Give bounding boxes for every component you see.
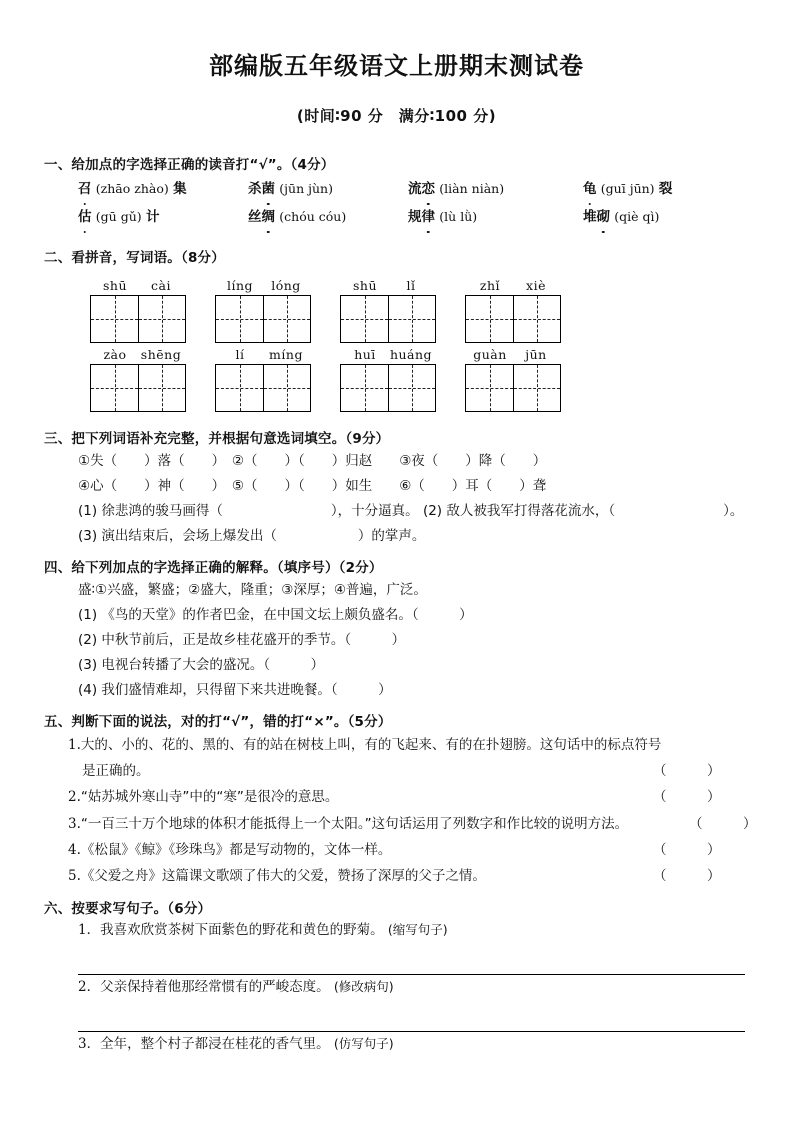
writing-grid-row (44, 278, 749, 343)
pinyin-syllable: shū (102, 278, 128, 294)
pinyin-label (340, 347, 436, 362)
tianzi-cell[interactable] (263, 365, 310, 411)
pinyin-choice-row (78, 203, 749, 231)
pinyin-syllable: míng (269, 347, 303, 363)
pinyin-label (215, 278, 311, 293)
judgment-statement-continuation[interactable] (68, 758, 749, 784)
pinyin-choice-item[interactable] (78, 175, 248, 203)
pinyin-options[interactable]: (qiè qì) (614, 209, 660, 225)
section-three-body (44, 449, 749, 549)
question-note: (缩写句子) (387, 922, 448, 938)
dotted-char: 估 (78, 203, 92, 231)
judgment-statement[interactable] (68, 837, 749, 863)
tianzi-grid[interactable] (90, 295, 186, 343)
char-suffix: 计 (145, 209, 160, 226)
pinyin-options[interactable]: (liàn niàn) (439, 180, 505, 196)
statement-body: 大的、小的、花的、黑的、有的站在树枝上叫，有的飞起来、有的在扑翅膀。这句话中的标点符号 (80, 736, 662, 753)
idiom-row[interactable]: ④心（ ）神（ ） ⑤（ ）（ ）如生 ⑥（ ）耳（ ）聋 (78, 478, 547, 495)
tianzi-cell[interactable] (138, 296, 185, 342)
answer-write-line[interactable] (78, 944, 745, 975)
tianzi-grid[interactable] (340, 364, 436, 412)
answer-bracket[interactable]: （ ） (653, 762, 721, 779)
dotted-char: 砌 (597, 203, 611, 231)
pinyin-label (465, 347, 561, 362)
section-five-heading: 五、判断下面的说法，对的打“√”，错的打“×”。（5分） (44, 713, 392, 730)
pinyin-choice-item[interactable] (78, 203, 248, 231)
fill-in-line[interactable]: (3) 演出结束后，会场上爆发出（ ）的掌声。 (78, 528, 426, 545)
judgment-statement[interactable] (68, 732, 749, 758)
pinyin-choice-row (78, 175, 749, 203)
tianzi-cell[interactable] (388, 365, 435, 411)
dotted-char: 召 (78, 175, 92, 203)
writing-grid-group (90, 278, 215, 343)
tianzi-grid[interactable] (465, 295, 561, 343)
statement-number: 4. (68, 841, 81, 858)
section-four-body (44, 578, 749, 703)
judgment-statement[interactable] (68, 811, 757, 837)
pinyin-choice-item[interactable] (408, 203, 583, 231)
section-one-body (44, 175, 749, 232)
page-title: 部编版五年级语文上册期末测试卷 (209, 52, 584, 80)
question-note: (修改病句) (333, 979, 394, 995)
tianzi-cell[interactable] (263, 296, 310, 342)
char-prefix: 杀 (248, 180, 262, 197)
tianzi-cell[interactable] (341, 365, 388, 411)
pinyin-syllable: xiè (526, 278, 546, 294)
judgment-statement[interactable] (68, 863, 749, 889)
pinyin-choice-item[interactable] (408, 175, 583, 203)
section-six-body (44, 1032, 749, 1058)
sentence-question (78, 975, 749, 1001)
answer-bracket[interactable]: （ ） (653, 841, 721, 858)
pinyin-choice-item[interactable] (248, 175, 408, 203)
statement-body: “一百三十万个地球的体积才能抵得上一个太阳。”这句话运用了列数字和作比较的说明方法。 (80, 815, 629, 832)
judgment-statement[interactable] (68, 784, 749, 810)
sentence-question (78, 1032, 749, 1058)
pinyin-syllable: zào (103, 347, 127, 363)
definition-question[interactable]: (2) 中秋节前后，正是故乡桂花盛开的季节。（ ） (78, 631, 406, 648)
pinyin-syllable: zhǐ (479, 278, 501, 294)
section-one-heading: 一、给加点的字选择正确的读音打“√”。（4分） (44, 156, 335, 173)
pinyin-options[interactable]: (jūn jùn) (279, 180, 333, 196)
answer-bracket[interactable]: （ ） (689, 815, 757, 832)
statement-body: 《松鼠》《鲸》《珍珠鸟》都是写动物的，文体一样。 (80, 841, 392, 858)
writing-grid-group (215, 278, 340, 343)
section-six (44, 900, 749, 1058)
sentence-question (78, 918, 749, 944)
pinyin-options[interactable]: (gū gǔ) (95, 209, 142, 225)
dotted-char: 律 (422, 203, 436, 231)
pinyin-choice-item[interactable] (583, 175, 672, 203)
statement-body: “姑苏城外寒山寺”中的“寒”是很冷的意思。 (80, 789, 339, 806)
fill-in-line[interactable]: (1) 徐悲鸿的骏马画得（ ），十分逼真。 (2) 敌人被我军打得落花流水，（ ）。 (78, 503, 744, 520)
answer-bracket[interactable]: （ ） (653, 868, 721, 885)
statement-text (68, 732, 749, 758)
pinyin-syllable: shū (352, 278, 378, 294)
pinyin-syllable: guàn (473, 347, 507, 363)
char-suffix: 集 (173, 180, 187, 197)
writing-grid-group (465, 347, 590, 412)
writing-grid-group (90, 347, 215, 412)
section-five-body (44, 732, 757, 890)
question-text: 我喜欢欣赏茶树下面紫色的野花和黄色的野菊。 (100, 922, 384, 939)
tianzi-cell[interactable] (466, 296, 513, 342)
pinyin-options[interactable]: (guī jūn) (600, 180, 655, 196)
tianzi-cell[interactable] (216, 296, 263, 342)
section-six-heading: 六、按要求写句子。（6分） (44, 900, 212, 917)
dotted-char: 恋 (422, 175, 436, 203)
pinyin-label (340, 278, 436, 293)
writing-grid-group (340, 278, 465, 343)
dotted-char: 菌 (262, 175, 276, 203)
pinyin-syllable: lí (235, 347, 245, 363)
section-one (44, 156, 749, 232)
pinyin-syllable: huī (354, 347, 376, 363)
writing-grid-group (465, 278, 590, 343)
tianzi-cell[interactable] (91, 365, 138, 411)
section-five (44, 713, 757, 890)
tianzi-grid[interactable] (340, 295, 436, 343)
statement-body: 《父爱之舟》这篇课文歌颂了伟大的父爱，赞扬了深厚的父子之情。 (80, 868, 486, 885)
question-text: 父亲保持着他那经常惯有的严峻态度。 (100, 979, 330, 996)
section-three-heading: 三、把下列词语补充完整，并根据句意选词填空。（9分） (44, 431, 390, 448)
writing-grid-row (44, 347, 749, 412)
statement-number: 3. (68, 815, 81, 832)
tianzi-cell[interactable] (91, 296, 138, 342)
statement-text (68, 784, 635, 810)
char-prefix: 流 (408, 180, 422, 197)
tianzi-grid[interactable] (465, 364, 561, 412)
tianzi-cell[interactable] (388, 296, 435, 342)
tianzi-cell[interactable] (466, 365, 513, 411)
statement-text-cont: 是正确的。 (82, 762, 150, 779)
exam-time-score-subtitle: (时间∶90 分 满分∶100 分) (296, 106, 497, 125)
section-four-heading: 四、给下列加点的字选择正确的解释。（填序号）（2分） (44, 560, 383, 577)
statement-text (68, 837, 635, 863)
dotted-char: 绸 (262, 203, 276, 231)
statement-number: 1. (68, 736, 81, 753)
pinyin-syllable: cài (151, 278, 171, 294)
section-two-heading: 二、看拼音，写词语。（8分） (44, 250, 225, 267)
section-three (44, 430, 749, 549)
statement-number: 5. (68, 868, 81, 885)
statement-text (68, 811, 683, 837)
section-two (44, 249, 749, 412)
section-six-body (44, 918, 749, 944)
pinyin-syllable: líng (226, 278, 254, 294)
tianzi-cell[interactable] (513, 365, 560, 411)
tianzi-cell[interactable] (138, 365, 185, 411)
tianzi-grid[interactable] (215, 364, 311, 412)
tianzi-grid[interactable] (215, 295, 311, 343)
char-suffix: 裂 (658, 180, 673, 197)
pinyin-syllable: lǐ (406, 278, 416, 294)
char-prefix: 堆 (583, 209, 597, 226)
tianzi-cell[interactable] (513, 296, 560, 342)
writing-grid-group (340, 347, 465, 412)
question-text: 全年，整个村子都浸在桂花的香气里。 (100, 1035, 330, 1052)
pinyin-syllable: lóng (271, 278, 301, 294)
statement-number: 2. (68, 789, 81, 806)
tianzi-cell[interactable] (216, 365, 263, 411)
idiom-row[interactable]: ①失（ ）落（ ） ②（ ）（ ）归赵 ③夜（ ）降（ ） (78, 453, 547, 470)
dotted-char: 龟 (583, 175, 597, 203)
pinyin-options[interactable]: (chóu cóu) (279, 209, 347, 225)
character-definition: 盛∶①兴盛，繁盛；②盛大，隆重；③深厚；④普遍，广泛。 (78, 581, 427, 598)
pinyin-label (90, 278, 186, 293)
pinyin-label (465, 278, 561, 293)
section-four (44, 559, 749, 703)
answer-write-line[interactable] (78, 1001, 745, 1032)
writing-grid-group (215, 347, 340, 412)
char-prefix: 规 (408, 209, 422, 226)
tianzi-cell[interactable] (341, 296, 388, 342)
definition-question[interactable]: (1) 《鸟的天堂》的作者巴金，在中国文坛上颇负盛名。（ ） (78, 606, 473, 623)
question-number: 1． (78, 922, 101, 939)
pinyin-choice-item[interactable] (248, 203, 408, 231)
question-number: 2． (78, 979, 101, 996)
definition-question[interactable]: (4) 我们盛情难却，只得留下来共进晚餐。（ ） (78, 681, 392, 698)
pinyin-choice-item[interactable] (583, 203, 659, 231)
pinyin-options[interactable]: (zhāo zhào) (95, 180, 169, 196)
pinyin-syllable: huáng (389, 347, 433, 363)
tianzi-grid[interactable] (90, 364, 186, 412)
pinyin-syllable: shēng (140, 347, 182, 363)
pinyin-options[interactable]: (lù lǜ) (439, 209, 478, 225)
pinyin-syllable: jūn (525, 347, 547, 363)
definition-question[interactable]: (3) 电视台转播了大会的盛况。（ ） (78, 656, 325, 673)
pinyin-label (90, 347, 186, 362)
question-note: (仿写句子) (333, 1035, 394, 1051)
section-six-body (44, 975, 749, 1001)
char-prefix: 丝 (248, 209, 262, 226)
answer-bracket[interactable]: （ ） (653, 789, 721, 806)
statement-text (68, 863, 635, 889)
pinyin-label (215, 347, 311, 362)
question-number: 3． (78, 1035, 101, 1052)
